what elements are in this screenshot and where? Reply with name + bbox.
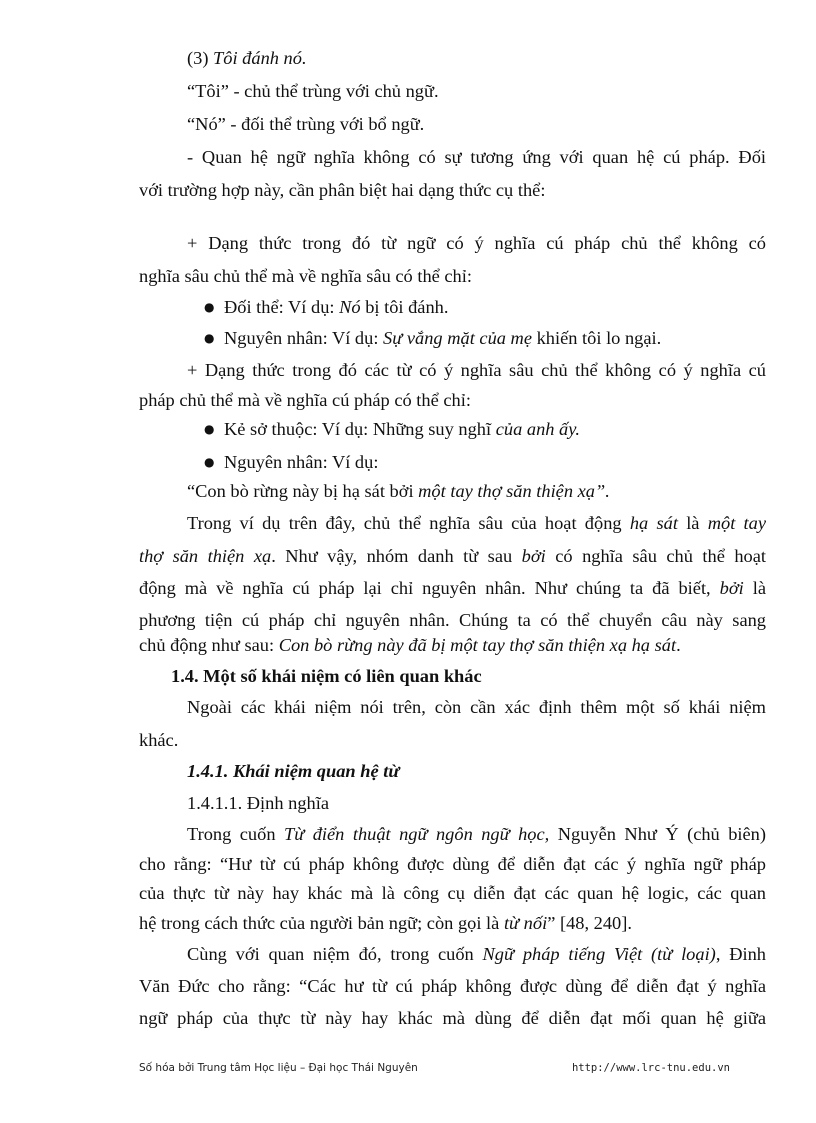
text-line: + Dạng thức trong đó từ ngữ có ý nghĩa cú pháp chủ thể không có bbox=[187, 233, 766, 253]
text-line: cho rằng: “Hư từ cú pháp không được dùng để diễn đạt các ý nghĩa ngữ pháp bbox=[139, 854, 766, 874]
text-line: động mà về nghĩa cú pháp lại chỉ nguyên nhân. Như chúng ta đã biết, bởi là bbox=[139, 578, 766, 598]
example-line bbox=[187, 42, 307, 74]
text-line: - Quan hệ ngữ nghĩa không có sự tương ứng với quan hệ cú pháp. Đối bbox=[187, 147, 766, 167]
text-line: nghĩa sâu chủ thể mà về nghĩa sâu có thể chỉ: bbox=[139, 266, 472, 286]
text-line: thợ săn thiện xạ. Như vậy, nhóm danh từ sau bởi có nghĩa sâu chủ thể hoạt bbox=[139, 546, 766, 566]
footer-url[interactable]: http://www.lrc-tnu.edu.vn bbox=[571, 1062, 730, 1074]
text-line: “Tôi” - chủ thể trùng với chủ ngữ. bbox=[187, 81, 439, 101]
text-line: khác. bbox=[139, 730, 179, 750]
subsubsection-heading: 1.4.1.1. Định nghĩa bbox=[187, 793, 330, 813]
text-line: “Con bò rừng này bị hạ sát bởi một tay thợ săn thiện xạ”. bbox=[187, 481, 610, 501]
example-number: (3) bbox=[187, 48, 214, 68]
text-line: hệ trong cách thức của người bản ngữ; còn gọi là từ nối” [48, 240]. bbox=[139, 913, 632, 933]
footer-source: Số hóa bởi Trung tâm Học liệu – Đại học Thái Nguyên bbox=[139, 1062, 418, 1074]
text-line: Ngoài các khái niệm nói trên, còn cần xác định thêm một số khái niệm bbox=[187, 697, 766, 717]
text-line: + Dạng thức trong đó các từ có ý nghĩa sâu chủ thể không có ý nghĩa cú bbox=[187, 360, 766, 380]
bullet-icon: ● bbox=[204, 300, 215, 314]
text-line: chủ động như sau: Con bò rừng này đã bị một tay thợ săn thiện xạ hạ sát. bbox=[139, 635, 681, 655]
example-sentence: Tôi đánh nó. bbox=[213, 48, 307, 68]
section-heading: 1.4. Một số khái niệm có liên quan khác bbox=[171, 666, 482, 686]
text-line: Trong cuốn Từ điển thuật ngữ ngôn ngữ học, Nguyễn Như Ý (chủ biên) bbox=[187, 824, 766, 844]
text-line: ngữ pháp của thực từ này hay khác mà dùng để diễn đạt mối quan hệ giữa bbox=[139, 1008, 766, 1028]
bullet-icon: ● bbox=[204, 455, 215, 469]
bullet-icon: ● bbox=[204, 331, 215, 345]
text-line: Văn Đức cho rằng: “Các hư từ cú pháp không được dùng để diễn đạt ý nghĩa bbox=[139, 976, 766, 996]
subsection-heading: 1.4.1. Khái niệm quan hệ từ bbox=[187, 761, 400, 781]
text-line: Trong ví dụ trên đây, chủ thể nghĩa sâu của hoạt động hạ sát là một tay bbox=[187, 513, 767, 533]
bullet-item: ● Đối thể: Ví dụ: Nó bị tôi đánh. bbox=[204, 291, 448, 323]
text-line: pháp chủ thể mà về nghĩa cú pháp có thể chỉ: bbox=[139, 390, 471, 410]
text-line: của thực từ này hay khác mà là công cụ diễn đạt các quan hệ logic, các quan bbox=[139, 883, 766, 903]
text-line: phương tiện cú pháp chỉ nguyên nhân. Chúng ta có thể chuyển câu này sang bbox=[139, 610, 766, 630]
text-line: với trường hợp này, cần phân biệt hai dạng thức cụ thể: bbox=[139, 180, 546, 200]
text-line: “Nó” - đối thể trùng với bổ ngữ. bbox=[187, 114, 425, 134]
bullet-icon: ● bbox=[204, 422, 215, 436]
bullet-item: ● Kẻ sở thuộc: Ví dụ: Những suy nghĩ của anh ấy. bbox=[204, 413, 580, 445]
text-line: Cùng với quan niệm đó, trong cuốn Ngữ pháp tiếng Việt (từ loại), Đinh bbox=[187, 944, 766, 964]
bullet-item: ● Nguyên nhân: Ví dụ: bbox=[204, 446, 378, 478]
bullet-item: ● Nguyên nhân: Ví dụ: Sự vắng mặt của mẹ khiến tôi lo ngại. bbox=[204, 322, 661, 354]
